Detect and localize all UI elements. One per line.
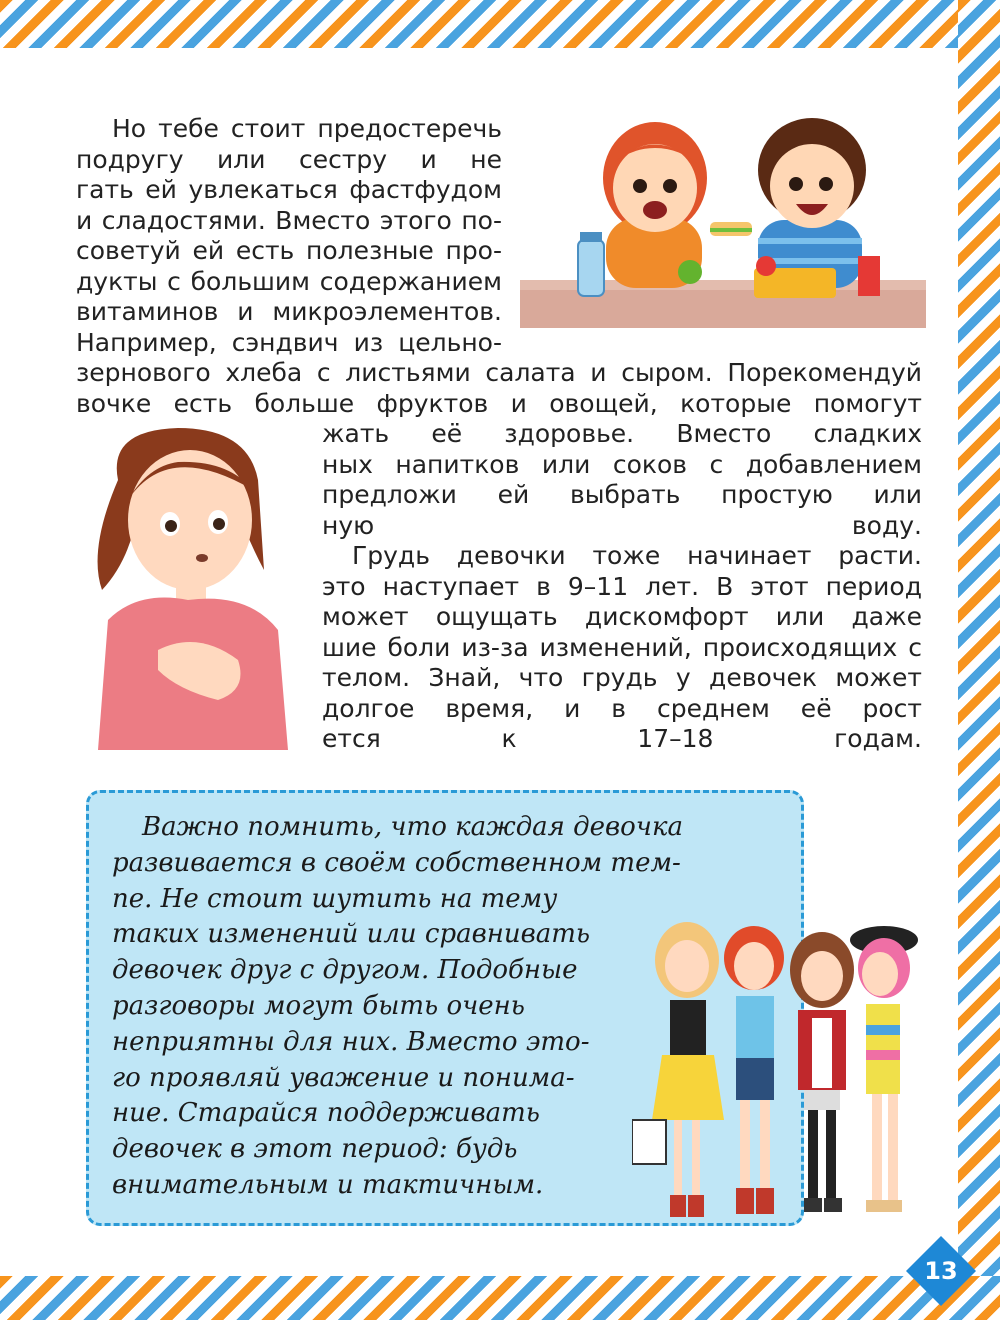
note-line: неприятны для них. Вместо это- (112, 1026, 590, 1057)
paragraph-1-middle (76, 358, 922, 419)
note-text (112, 810, 684, 1204)
text-line: вочке есть больше фруктов и овощей, которые помогут (76, 388, 922, 418)
text-line: советуй ей есть полезные про- (76, 236, 502, 265)
group-of-girls-illustration (632, 910, 922, 1230)
kids-eating-sandwiches-illustration (520, 108, 926, 330)
note-line: таких изменений или сравнивать (112, 919, 591, 950)
text-line: Но тебе стоит предостеречь (112, 114, 502, 143)
note-line: девочек в этот период: будь (112, 1134, 518, 1165)
text-line: Например, сэндвич из цельно- (76, 327, 502, 357)
text-line: это наступает в 9–11 лет. В этот период (322, 571, 922, 601)
note-line: ние. Старайся поддерживать (112, 1098, 540, 1129)
note-line: Важно помнить, что каждая девочка (142, 812, 684, 842)
note-line: пе. Не стоит шутить на тему (112, 883, 558, 914)
note-line: развивается в своём собственном тем- (112, 847, 681, 878)
text-line: жать её здоровье. Вместо сладких (322, 419, 922, 448)
text-line: подругу или сестру и не (76, 144, 502, 174)
text-line: ется к 17–18 годам. (322, 724, 922, 753)
note-line: го проявляй уважение и понима- (112, 1062, 575, 1093)
right-airmail-border (958, 0, 1000, 1320)
paragraph-2 (322, 541, 922, 755)
text-line: телом. Знай, что грудь у девочек может (322, 663, 922, 692)
paragraph-1-bottom (322, 419, 922, 541)
note-line: разговоры могут быть очень (112, 990, 525, 1021)
text-line: предложи ей выбрать простую или (322, 480, 922, 509)
text-line: Грудь девочки тоже начинает расти. (352, 541, 922, 570)
paragraph-1-top (76, 114, 502, 358)
text-line: ных напитков или соков с добавлением (322, 449, 922, 479)
note-line: внимательным и тактичным. (112, 1169, 544, 1200)
text-line: ную воду. (322, 510, 922, 540)
top-airmail-border (0, 0, 1000, 48)
text-line: долгое время, и в среднем её рост (322, 693, 922, 723)
text-line: может ощущать дискомфорт или даже (322, 602, 922, 631)
text-line: гать ей увлекаться фастфудом (76, 175, 502, 204)
bottom-airmail-border (0, 1276, 1000, 1320)
worried-girl-illustration (78, 420, 306, 762)
text-line: шие боли из-за изменений, происходящих с (322, 632, 922, 662)
page-number: 13 (924, 1257, 958, 1285)
text-line: зернового хлеба с листьями салата и сыром. Порекомендуй (76, 358, 922, 387)
text-line: дукты с большим содержанием (76, 266, 502, 296)
note-line: девочек друг с другом. Подобные (112, 955, 578, 986)
text-line: и сладостями. Вместо этого по- (76, 205, 502, 235)
text-line: витаминов и микроэлементов. (76, 297, 502, 326)
